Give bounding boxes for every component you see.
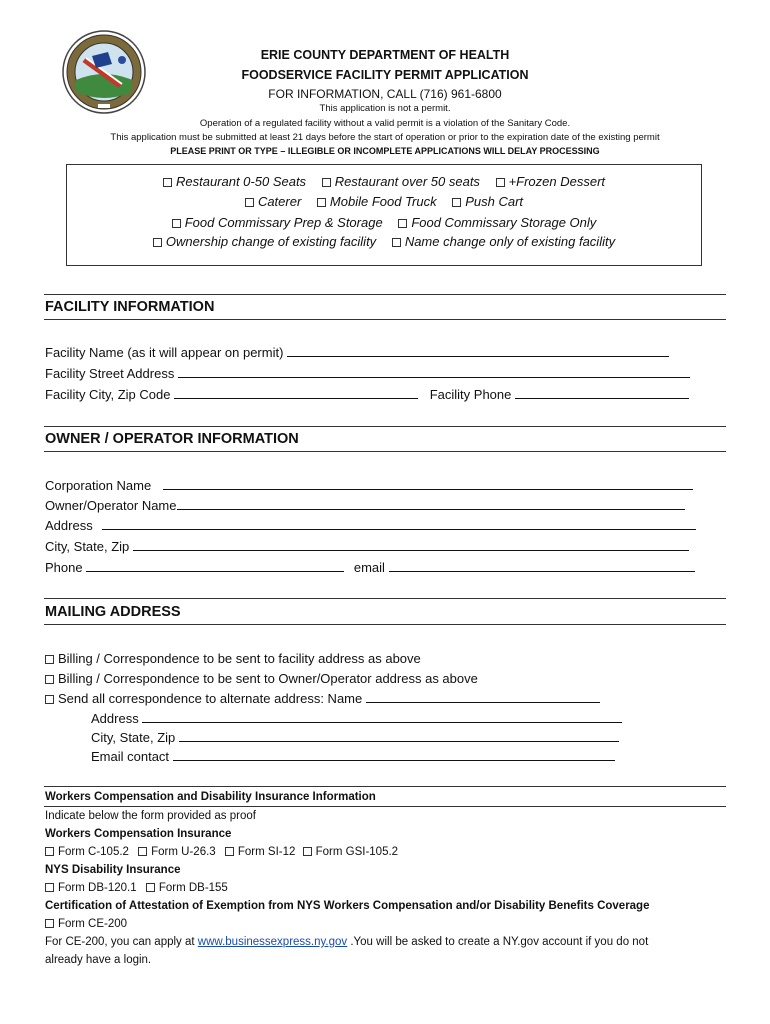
option-frozen-dessert[interactable]: +Frozen Dessert [496,174,605,189]
mailing-option-owner[interactable]: Billing / Correspondence to be sent to Owner/Operator address as above [45,671,478,686]
option-commissary-prep-storage[interactable]: Food Commissary Prep & Storage [172,215,383,230]
section-divider [44,294,726,295]
checkbox[interactable] [317,198,326,207]
owner-name-field[interactable] [177,498,685,510]
owner-address-field[interactable] [102,518,696,530]
not-permit-note: This application is not a permit. [319,103,451,114]
section-divider [44,598,726,599]
mailing-section-heading: MAILING ADDRESS [45,604,181,620]
business-express-link[interactable]: www.businessexpress.ny.gov [197,936,348,948]
option-name-change[interactable]: Name change only of existing facility [392,234,615,249]
form-si-12-option[interactable]: Form SI-12 [225,846,296,858]
owner-email-field[interactable] [389,560,695,572]
option-restaurant-over-50[interactable]: Restaurant over 50 seats [322,174,480,189]
form-title: FOODSERVICE FACILITY PERMIT APPLICATION [241,68,529,82]
facility-name-row: Facility Name (as it will appear on permit) [45,345,669,360]
checkbox[interactable] [392,238,401,247]
checkbox[interactable] [398,219,407,228]
checkbox[interactable] [45,919,54,928]
alternate-city-field[interactable] [179,730,619,742]
facility-name-field[interactable] [287,345,669,357]
owner-name-row: Owner/Operator Name [45,498,685,513]
checkbox[interactable] [45,847,54,856]
checkbox[interactable] [172,219,181,228]
checkbox[interactable] [496,178,505,187]
department-name: ERIE COUNTY DEPARTMENT OF HEALTH [260,48,510,62]
alternate-contact-row: Email contact [91,749,615,764]
section-divider [44,786,726,787]
alternate-city-row: City, State, Zip [91,730,619,745]
corporation-field[interactable] [163,478,693,490]
nys-disability-heading: NYS Disability Insurance [45,864,181,876]
option-ownership-change[interactable]: Ownership change of existing facility [153,234,376,249]
facility-type-box [66,164,702,266]
checkbox[interactable] [303,847,312,856]
mailing-option-alternate[interactable]: Send all correspondence to alternate address: Name [45,691,600,706]
facility-street-field[interactable] [178,366,690,378]
checkbox[interactable] [45,655,54,664]
alternate-contact-field[interactable] [173,749,615,761]
form-u-26-3-option[interactable]: Form U-26.3 [138,846,216,858]
ce-200-instructions-cont: already have a login. [45,954,152,966]
insurance-indicate: Indicate below the form provided as proof [45,810,256,822]
form-gsi-105-2-option[interactable]: Form GSI-105.2 [303,846,398,858]
facility-type-row-4 [67,234,701,249]
owner-phone-row: Phone email [45,560,695,575]
owner-city-field[interactable] [133,539,689,551]
checkbox[interactable] [45,675,54,684]
facility-type-row-2 [67,194,701,209]
section-divider [44,319,726,320]
print-notice: PLEASE PRINT OR TYPE – ILLEGIBLE OR INCOMPLETE APPLICATIONS WILL DELAY PROCESSING [170,146,600,156]
nys-forms-row [45,882,228,894]
option-caterer[interactable]: Caterer [245,194,301,209]
facility-street-row: Facility Street Address [45,366,690,381]
owner-phone-field[interactable] [86,560,344,572]
mailing-option-facility[interactable]: Billing / Correspondence to be sent to facility address as above [45,651,421,666]
checkbox[interactable] [225,847,234,856]
checkbox[interactable] [163,178,172,187]
checkbox[interactable] [45,695,54,704]
certification-heading: Certification of Attestation of Exemption from NYS Workers Compensation and/or Disability Benefits Coverage [45,900,650,912]
option-commissary-storage-only[interactable]: Food Commissary Storage Only [398,215,596,230]
corporation-row: Corporation Name [45,478,693,493]
checkbox[interactable] [146,883,155,892]
facility-city-field[interactable] [174,387,418,399]
alternate-address-row: Address [91,711,622,726]
owner-city-row: City, State, Zip [45,539,689,554]
checkbox[interactable] [245,198,254,207]
facility-type-row-1 [67,174,701,189]
form-c-105-2-option[interactable]: Form C-105.2 [45,846,129,858]
info-phone: FOR INFORMATION, CALL (716) 961-6800 [268,87,502,101]
option-mobile-food-truck[interactable]: Mobile Food Truck [317,194,437,209]
ce-200-instructions: For CE-200, you can apply at www.businessexpress.ny.gov .You will be asked to create a NY.gov account if you do not [45,936,649,948]
wc-forms-row [45,846,398,858]
section-divider [44,624,726,625]
option-push-cart[interactable]: Push Cart [452,194,523,209]
facility-city-row: Facility City, Zip Code Facility Phone [45,387,689,402]
violation-note: Operation of a regulated facility without a valid permit is a violation of the Sanitary Code. [199,118,571,129]
section-divider [44,806,726,807]
checkbox[interactable] [153,238,162,247]
facility-type-row-3 [67,215,701,230]
section-divider [44,426,726,427]
checkbox[interactable] [452,198,461,207]
alternate-address-field[interactable] [142,711,622,723]
alternate-name-field[interactable] [366,691,600,703]
section-divider [44,451,726,452]
facility-section-heading: FACILITY INFORMATION [45,299,215,315]
checkbox[interactable] [45,883,54,892]
facility-phone-field[interactable] [515,387,689,399]
checkbox[interactable] [138,847,147,856]
owner-section-heading: OWNER / OPERATOR INFORMATION [45,431,299,447]
checkbox[interactable] [322,178,331,187]
form-db-120-1-option[interactable]: Form DB-120.1 [45,882,137,894]
deadline-note: This application must be submitted at least 21 days before the start of operation or prior to the expiration date of the existing permit [110,132,660,143]
form-ce-200-option[interactable]: Form CE-200 [45,918,127,930]
owner-address-row: Address [45,518,696,533]
wc-heading: Workers Compensation Insurance [45,828,232,840]
option-restaurant-0-50[interactable]: Restaurant 0-50 Seats [163,174,306,189]
insurance-heading: Workers Compensation and Disability Insurance Information [45,791,376,803]
form-db-155-option[interactable]: Form DB-155 [146,882,228,894]
